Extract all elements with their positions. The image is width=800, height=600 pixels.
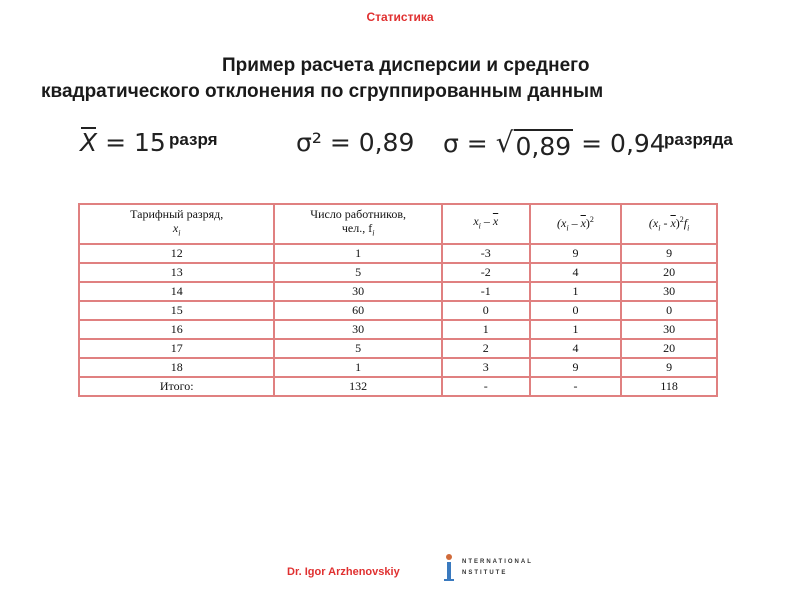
cell-squared: 4 <box>530 339 622 358</box>
logo-text-line-2: NSTITUTE <box>462 570 508 576</box>
subject-header: Статистика <box>366 10 434 24</box>
formula-row <box>0 124 800 164</box>
cell-weighted: 30 <box>621 282 717 301</box>
table-row <box>79 263 717 282</box>
cell-deviation: 1 <box>442 320 530 339</box>
cell-weighted: 20 <box>621 263 717 282</box>
author-name: Dr. Igor Arzhenovskiy <box>287 566 400 578</box>
table-row <box>79 244 717 263</box>
mean-symbol: X <box>80 124 97 162</box>
total-count: 132 <box>274 377 442 396</box>
logo-text-line-1: NTERNATIONAL <box>462 559 533 565</box>
institute-logo-icon <box>442 553 456 583</box>
cell-count: 5 <box>274 339 442 358</box>
table-row <box>79 320 717 339</box>
cell-deviation: 2 <box>442 339 530 358</box>
cell-weighted: 9 <box>621 244 717 263</box>
cell-grade: 18 <box>79 358 274 377</box>
cell-grade: 15 <box>79 301 274 320</box>
sigma-formula <box>443 124 666 163</box>
table-row <box>79 301 717 320</box>
table-row <box>79 339 717 358</box>
cell-weighted: 9 <box>621 358 717 377</box>
cell-squared: 9 <box>530 358 622 377</box>
header-tariff-grade: Тарифный разряд, $x_i$ <box>79 204 274 244</box>
total-squared: - <box>530 377 622 396</box>
cell-grade: 17 <box>79 339 274 358</box>
cell-count: 60 <box>274 301 442 320</box>
header-deviation: $x_i - \overline{x}$ <box>442 204 530 244</box>
cell-deviation: -2 <box>442 263 530 282</box>
cell-squared: 0 <box>530 301 622 320</box>
cell-weighted: 30 <box>621 320 717 339</box>
cell-deviation: 0 <box>442 301 530 320</box>
cell-deviation: 3 <box>442 358 530 377</box>
sqrt <box>496 124 574 162</box>
total-weighted: 118 <box>621 377 717 396</box>
header-squared-deviation: $(x_i - \overline{x})^2$ <box>530 204 622 244</box>
table-row <box>79 282 717 301</box>
title-line-2: квадратического отклонения по сгруппированным данным <box>41 81 604 102</box>
table-total-row <box>79 377 717 396</box>
mean-unit: разря <box>169 130 218 149</box>
slide-title <box>0 53 800 105</box>
cell-count: 5 <box>274 263 442 282</box>
cell-count: 30 <box>274 320 442 339</box>
header-weighted-squared-deviation: $(x_i - \overline{x})^2f_i$ <box>621 204 717 244</box>
cell-squared: 4 <box>530 263 622 282</box>
cell-grade: 13 <box>79 263 274 282</box>
table-header-row <box>79 204 717 244</box>
cell-squared: 1 <box>530 282 622 301</box>
cell-weighted: 20 <box>621 339 717 358</box>
cell-deviation: -1 <box>442 282 530 301</box>
variance-formula: σ² = 0,89 <box>296 128 415 157</box>
mean-expression: = 15 <box>97 128 166 157</box>
sigma-result: = 0,94 <box>573 129 666 158</box>
sigma-prefix: σ = <box>443 129 496 158</box>
cell-count: 30 <box>274 282 442 301</box>
cell-grade: 14 <box>79 282 274 301</box>
sigma-unit: разряда <box>664 130 733 149</box>
institute-logo <box>440 553 533 583</box>
cell-grade: 16 <box>79 320 274 339</box>
cell-squared: 1 <box>530 320 622 339</box>
header-worker-count: Число работников, чел., $f_i$ <box>274 204 442 244</box>
cell-count: 1 <box>274 244 442 263</box>
sqrt-icon: √ <box>495 126 514 159</box>
total-deviation: - <box>442 377 530 396</box>
total-label: Итого: <box>79 377 274 396</box>
title-line-1: Пример расчета дисперсии и среднего <box>222 55 590 76</box>
mean-formula <box>80 124 166 162</box>
cell-count: 1 <box>274 358 442 377</box>
cell-weighted: 0 <box>621 301 717 320</box>
calculation-table <box>78 203 718 397</box>
cell-squared: 9 <box>530 244 622 263</box>
table-row <box>79 358 717 377</box>
sigma-radicand: 0,89 <box>514 129 574 162</box>
cell-grade: 12 <box>79 244 274 263</box>
cell-deviation: -3 <box>442 244 530 263</box>
